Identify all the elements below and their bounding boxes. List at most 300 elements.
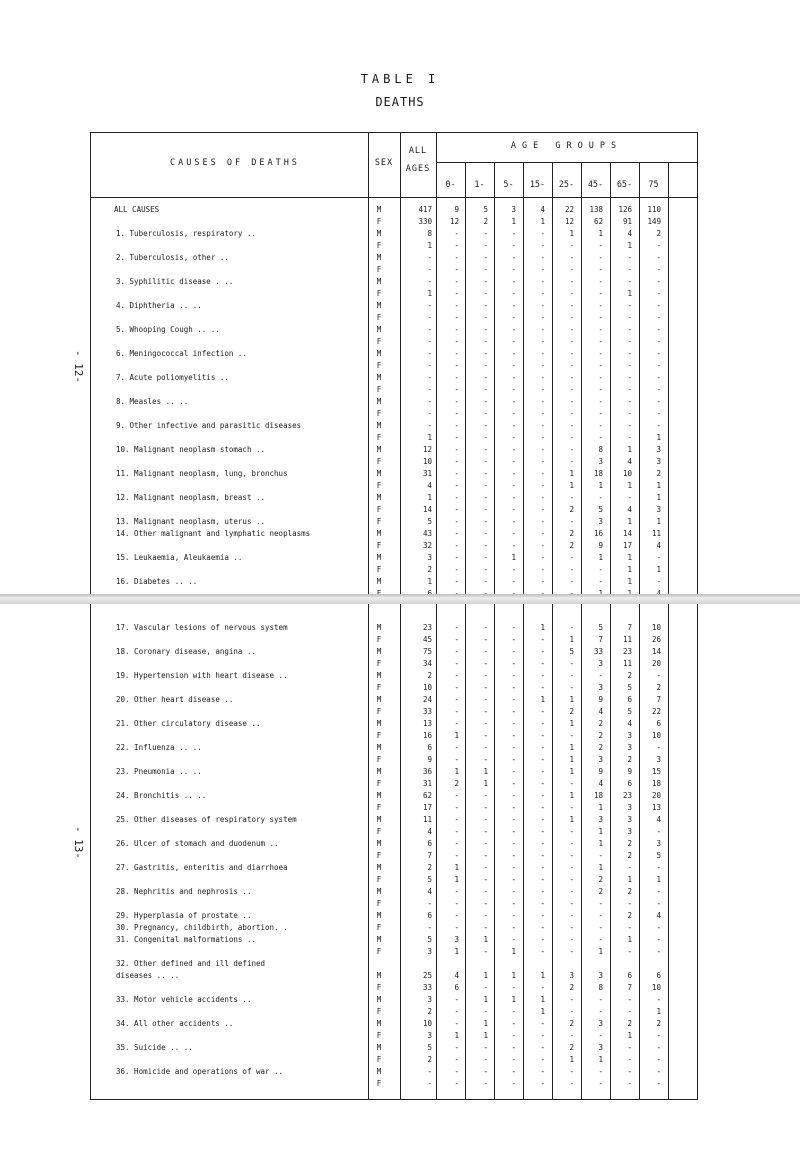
value-cell: - <box>540 1067 545 1076</box>
cause-label: 15. Leukaemia, Aleukaemia .. <box>116 553 243 562</box>
value-cell: - <box>540 947 545 956</box>
cause-label: 28. Nephritis and nephrosis .. <box>116 887 252 896</box>
value-cell: 1 <box>569 719 574 728</box>
sex-cell: F <box>376 1079 382 1088</box>
value-cell: - <box>454 373 459 382</box>
table-row <box>0 421 800 431</box>
value-cell: 1 <box>656 565 661 574</box>
value-cell: 12 <box>422 445 432 454</box>
value-cell: 2 <box>656 683 661 692</box>
value-cell: - <box>540 791 545 800</box>
value-cell: - <box>483 493 488 502</box>
value-cell: - <box>569 577 574 586</box>
value-cell: - <box>656 361 661 370</box>
value-cell: - <box>569 803 574 812</box>
value-cell: 1 <box>598 553 603 562</box>
value-cell: 1 <box>540 623 545 632</box>
value-cell: - <box>569 923 574 932</box>
value-cell: 6 <box>656 971 661 980</box>
value-cell: 7 <box>627 983 632 992</box>
value-cell: - <box>511 635 516 644</box>
value-cell: 11 <box>622 635 632 644</box>
value-cell: - <box>483 803 488 812</box>
table-row <box>0 361 800 371</box>
value-cell: - <box>483 505 488 514</box>
cause-label: 26. Ulcer of stomach and duodenum .. <box>116 839 279 848</box>
table-row <box>0 409 800 419</box>
value-cell: 1 <box>627 481 632 490</box>
value-cell: - <box>511 659 516 668</box>
sex-cell: M <box>376 1043 382 1052</box>
value-cell: - <box>511 719 516 728</box>
sex-cell: F <box>376 875 382 884</box>
value-cell: - <box>627 433 632 442</box>
value-cell: - <box>656 947 661 956</box>
value-cell: 1 <box>598 839 603 848</box>
value-cell: 1 <box>483 779 488 788</box>
value-cell: - <box>540 923 545 932</box>
value-cell: 5 <box>569 647 574 656</box>
value-cell: - <box>540 683 545 692</box>
value-cell: 2 <box>598 731 603 740</box>
cause-label: 8. Measles .. .. <box>116 397 189 406</box>
value-cell: 23 <box>422 623 432 632</box>
value-cell: 1 <box>569 481 574 490</box>
value-cell: - <box>656 827 661 836</box>
value-cell: - <box>454 385 459 394</box>
value-cell: - <box>598 851 603 860</box>
value-cell: - <box>569 875 574 884</box>
cause-label: 22. Influenza .. .. <box>116 743 202 752</box>
value-cell: - <box>540 349 545 358</box>
sex-cell: F <box>376 385 382 394</box>
value-cell: 4 <box>454 971 459 980</box>
value-cell: - <box>483 469 488 478</box>
value-cell: - <box>427 265 432 274</box>
table-row <box>0 505 800 515</box>
value-cell: - <box>483 875 488 884</box>
value-cell: 1 <box>454 947 459 956</box>
value-cell: - <box>598 671 603 680</box>
value-cell: - <box>656 265 661 274</box>
value-cell: - <box>454 433 459 442</box>
value-cell: 2 <box>427 1055 432 1064</box>
value-cell: - <box>483 923 488 932</box>
value-cell: 3 <box>598 659 603 668</box>
sex-cell: M <box>376 253 382 262</box>
value-cell: 5 <box>598 505 603 514</box>
value-cell: 2 <box>569 707 574 716</box>
value-cell: - <box>454 791 459 800</box>
value-cell: - <box>598 349 603 358</box>
value-cell: - <box>540 635 545 644</box>
value-cell: - <box>454 253 459 262</box>
value-cell: 20 <box>651 659 661 668</box>
value-cell: - <box>511 361 516 370</box>
table-row <box>0 695 800 705</box>
value-cell: - <box>511 1079 516 1088</box>
header-all: ALL <box>408 146 428 156</box>
cause-label: ALL CAUSES <box>114 205 160 214</box>
cause-label: 4. Diphtheria .. .. <box>116 301 202 310</box>
table-row <box>0 887 800 897</box>
value-cell: 4 <box>598 707 603 716</box>
sex-cell: M <box>376 469 382 478</box>
sex-cell: M <box>376 695 382 704</box>
value-cell: - <box>427 349 432 358</box>
value-cell: - <box>511 803 516 812</box>
value-cell: - <box>627 409 632 418</box>
value-cell: - <box>627 1007 632 1016</box>
value-cell: - <box>483 229 488 238</box>
value-cell: 2 <box>569 529 574 538</box>
value-cell: 10 <box>651 983 661 992</box>
value-cell: - <box>454 493 459 502</box>
sex-cell: F <box>376 433 382 442</box>
value-cell: - <box>454 623 459 632</box>
value-cell: - <box>656 241 661 250</box>
value-cell: 3 <box>656 505 661 514</box>
value-cell: 22 <box>564 205 574 214</box>
value-cell: - <box>483 719 488 728</box>
value-cell: - <box>540 325 545 334</box>
value-cell: 1 <box>483 995 488 1004</box>
age-groups-divider <box>436 162 697 163</box>
cause-label: 35. Suicide .. .. <box>116 1043 193 1052</box>
value-cell: 14 <box>651 647 661 656</box>
value-cell: - <box>540 887 545 896</box>
value-cell: - <box>627 899 632 908</box>
table-row <box>0 827 800 837</box>
sex-cell: M <box>376 911 382 920</box>
table-row <box>0 623 800 633</box>
value-cell: 1 <box>598 827 603 836</box>
value-cell: - <box>540 1019 545 1028</box>
value-cell: - <box>483 337 488 346</box>
value-cell: 2 <box>427 1007 432 1016</box>
value-cell: 1 <box>569 755 574 764</box>
table-row <box>0 1043 800 1053</box>
value-cell: 33 <box>422 707 432 716</box>
value-cell: 6 <box>627 695 632 704</box>
sex-cell: F <box>376 683 382 692</box>
value-cell: 1 <box>598 481 603 490</box>
value-cell: - <box>454 1019 459 1028</box>
value-cell: - <box>483 289 488 298</box>
value-cell: 2 <box>656 1019 661 1028</box>
value-cell: - <box>454 695 459 704</box>
value-cell: - <box>454 421 459 430</box>
header-age-groups: AGE GROUPS <box>510 141 623 151</box>
sex-cell: M <box>376 815 382 824</box>
value-cell: - <box>454 1079 459 1088</box>
value-cell: 9 <box>598 767 603 776</box>
table-row <box>0 647 800 657</box>
value-cell: - <box>511 1019 516 1028</box>
value-cell: - <box>483 983 488 992</box>
value-cell: - <box>483 241 488 250</box>
table-row <box>0 265 800 275</box>
value-cell: 9 <box>454 205 459 214</box>
table-row <box>0 277 800 287</box>
value-cell: - <box>569 839 574 848</box>
value-cell: 17 <box>622 541 632 550</box>
value-cell: - <box>540 301 545 310</box>
value-cell: - <box>656 577 661 586</box>
sex-cell: M <box>376 349 382 358</box>
value-cell: 2 <box>627 755 632 764</box>
cause-label: 33. Motor vehicle accidents .. <box>116 995 252 1004</box>
table-row <box>0 313 800 323</box>
value-cell: - <box>656 863 661 872</box>
value-cell: - <box>427 1067 432 1076</box>
table-row <box>0 971 800 981</box>
cause-label: 16. Diabetes .. .. <box>116 577 198 586</box>
value-cell: - <box>540 289 545 298</box>
value-cell: 2 <box>627 671 632 680</box>
value-cell: 20 <box>651 791 661 800</box>
value-cell: 14 <box>422 505 432 514</box>
value-cell: - <box>598 325 603 334</box>
table-row <box>0 791 800 801</box>
value-cell: 110 <box>647 205 661 214</box>
value-cell: - <box>540 517 545 526</box>
value-cell: - <box>454 565 459 574</box>
table-title: TABLE I <box>360 72 440 86</box>
table-row <box>0 719 800 729</box>
value-cell: - <box>427 301 432 310</box>
table-row <box>0 1067 800 1077</box>
value-cell: - <box>511 397 516 406</box>
value-cell: - <box>511 731 516 740</box>
value-cell: - <box>511 577 516 586</box>
sex-cell: F <box>376 947 382 956</box>
value-cell: 1 <box>656 481 661 490</box>
sex-cell: M <box>376 971 382 980</box>
value-cell: 1 <box>540 695 545 704</box>
value-cell: - <box>540 863 545 872</box>
value-cell: - <box>483 863 488 872</box>
value-cell: - <box>511 445 516 454</box>
sex-cell: M <box>376 421 382 430</box>
value-cell: - <box>454 301 459 310</box>
value-cell: - <box>511 791 516 800</box>
value-cell: - <box>511 707 516 716</box>
value-cell: 1 <box>627 445 632 454</box>
value-cell: - <box>656 373 661 382</box>
value-cell: 1 <box>540 217 545 226</box>
value-cell: - <box>511 229 516 238</box>
value-cell: 3 <box>427 553 432 562</box>
value-cell: - <box>511 541 516 550</box>
table-row <box>0 541 800 551</box>
value-cell: - <box>511 265 516 274</box>
value-cell: - <box>454 229 459 238</box>
value-cell: 4 <box>627 457 632 466</box>
value-cell: 1 <box>483 1031 488 1040</box>
value-cell: - <box>483 671 488 680</box>
value-cell: - <box>627 995 632 1004</box>
value-cell: - <box>569 325 574 334</box>
value-cell: - <box>483 265 488 274</box>
value-cell: 9 <box>427 755 432 764</box>
value-cell: 1 <box>511 553 516 562</box>
value-cell: 4 <box>427 827 432 836</box>
sex-cell: F <box>376 481 382 490</box>
value-cell: - <box>656 385 661 394</box>
value-cell: - <box>569 899 574 908</box>
value-cell: 11 <box>422 815 432 824</box>
value-cell: - <box>483 791 488 800</box>
sex-cell: M <box>376 887 382 896</box>
value-cell: 1 <box>454 731 459 740</box>
value-cell: 15 <box>651 767 661 776</box>
value-cell: 4 <box>656 541 661 550</box>
value-cell: - <box>656 743 661 752</box>
value-cell: - <box>540 815 545 824</box>
value-cell: - <box>483 899 488 908</box>
value-cell: - <box>569 565 574 574</box>
value-cell: - <box>569 421 574 430</box>
value-cell: - <box>454 457 459 466</box>
value-cell: - <box>511 647 516 656</box>
value-cell: - <box>427 277 432 286</box>
table-row <box>0 911 800 921</box>
value-cell: - <box>483 481 488 490</box>
value-cell: - <box>483 815 488 824</box>
value-cell: - <box>511 517 516 526</box>
value-cell: 10 <box>622 469 632 478</box>
value-cell: 3 <box>598 971 603 980</box>
value-cell: 62 <box>593 217 603 226</box>
table-row <box>0 217 800 227</box>
value-cell: 11 <box>622 659 632 668</box>
value-cell: - <box>454 397 459 406</box>
table-row <box>0 899 800 909</box>
table-row <box>0 863 800 873</box>
value-cell: 26 <box>651 635 661 644</box>
value-cell: 11 <box>651 529 661 538</box>
value-cell: - <box>569 553 574 562</box>
sex-cell: F <box>376 851 382 860</box>
value-cell: - <box>427 397 432 406</box>
value-cell: - <box>540 1079 545 1088</box>
value-cell: 1 <box>569 695 574 704</box>
value-cell: 5 <box>427 1043 432 1052</box>
value-cell: 1 <box>656 1007 661 1016</box>
value-cell: - <box>540 827 545 836</box>
value-cell: - <box>483 731 488 740</box>
cause-label: 36. Homicide and operations of war .. <box>116 1067 284 1076</box>
value-cell: 4 <box>656 815 661 824</box>
value-cell: - <box>598 577 603 586</box>
value-cell: - <box>540 707 545 716</box>
value-cell: 18 <box>593 791 603 800</box>
value-cell: - <box>540 541 545 550</box>
table-row <box>0 517 800 527</box>
cause-label: 10. Malignant neoplasm stomach .. <box>116 445 266 454</box>
value-cell: 1 <box>627 1031 632 1040</box>
cause-label: 20. Other heart disease .. <box>116 695 234 704</box>
value-cell: - <box>540 647 545 656</box>
value-cell: - <box>454 839 459 848</box>
value-cell: - <box>454 719 459 728</box>
value-cell: - <box>569 517 574 526</box>
value-cell: - <box>483 1007 488 1016</box>
value-cell: - <box>483 623 488 632</box>
value-cell: - <box>511 755 516 764</box>
value-cell: - <box>540 767 545 776</box>
value-cell: 10 <box>422 1019 432 1028</box>
value-cell: - <box>656 935 661 944</box>
value-cell: - <box>454 923 459 932</box>
value-cell: - <box>511 623 516 632</box>
value-cell: - <box>569 827 574 836</box>
value-cell: 31 <box>422 469 432 478</box>
value-cell: - <box>540 839 545 848</box>
value-cell: 2 <box>627 851 632 860</box>
sex-cell: F <box>376 241 382 250</box>
value-cell: 1 <box>598 1055 603 1064</box>
value-cell: - <box>569 779 574 788</box>
value-cell: - <box>511 433 516 442</box>
table-row <box>0 707 800 717</box>
value-cell: - <box>454 505 459 514</box>
value-cell: - <box>569 623 574 632</box>
value-cell: - <box>454 241 459 250</box>
value-cell: 3 <box>569 971 574 980</box>
value-cell: - <box>598 289 603 298</box>
value-cell: - <box>569 935 574 944</box>
value-cell: - <box>454 995 459 1004</box>
value-cell: - <box>569 659 574 668</box>
value-cell: - <box>511 565 516 574</box>
value-cell: - <box>454 577 459 586</box>
value-cell: - <box>454 349 459 358</box>
value-cell: - <box>569 241 574 250</box>
cause-label: 27. Gastritis, enteritis and diarrhoea <box>116 863 288 872</box>
value-cell: - <box>483 325 488 334</box>
value-cell: - <box>427 361 432 370</box>
value-cell: - <box>540 911 545 920</box>
value-cell: - <box>454 517 459 526</box>
value-cell: - <box>454 481 459 490</box>
value-cell: - <box>540 373 545 382</box>
value-cell: 3 <box>598 815 603 824</box>
table-row <box>0 959 800 969</box>
value-cell: - <box>483 397 488 406</box>
value-cell: - <box>656 301 661 310</box>
table-row <box>0 289 800 299</box>
value-cell: 138 <box>589 205 603 214</box>
value-cell: 5 <box>627 707 632 716</box>
value-cell: - <box>598 361 603 370</box>
value-cell: 1 <box>627 241 632 250</box>
value-cell: - <box>483 695 488 704</box>
value-cell: - <box>598 277 603 286</box>
value-cell: 3 <box>598 517 603 526</box>
value-cell: 1 <box>427 241 432 250</box>
value-cell: - <box>569 911 574 920</box>
table-row <box>0 553 800 563</box>
table-row <box>0 493 800 503</box>
value-cell: - <box>627 1055 632 1064</box>
value-cell: - <box>627 863 632 872</box>
value-cell: - <box>483 659 488 668</box>
sex-cell: F <box>376 1055 382 1064</box>
value-cell: - <box>627 361 632 370</box>
value-cell: - <box>511 1067 516 1076</box>
